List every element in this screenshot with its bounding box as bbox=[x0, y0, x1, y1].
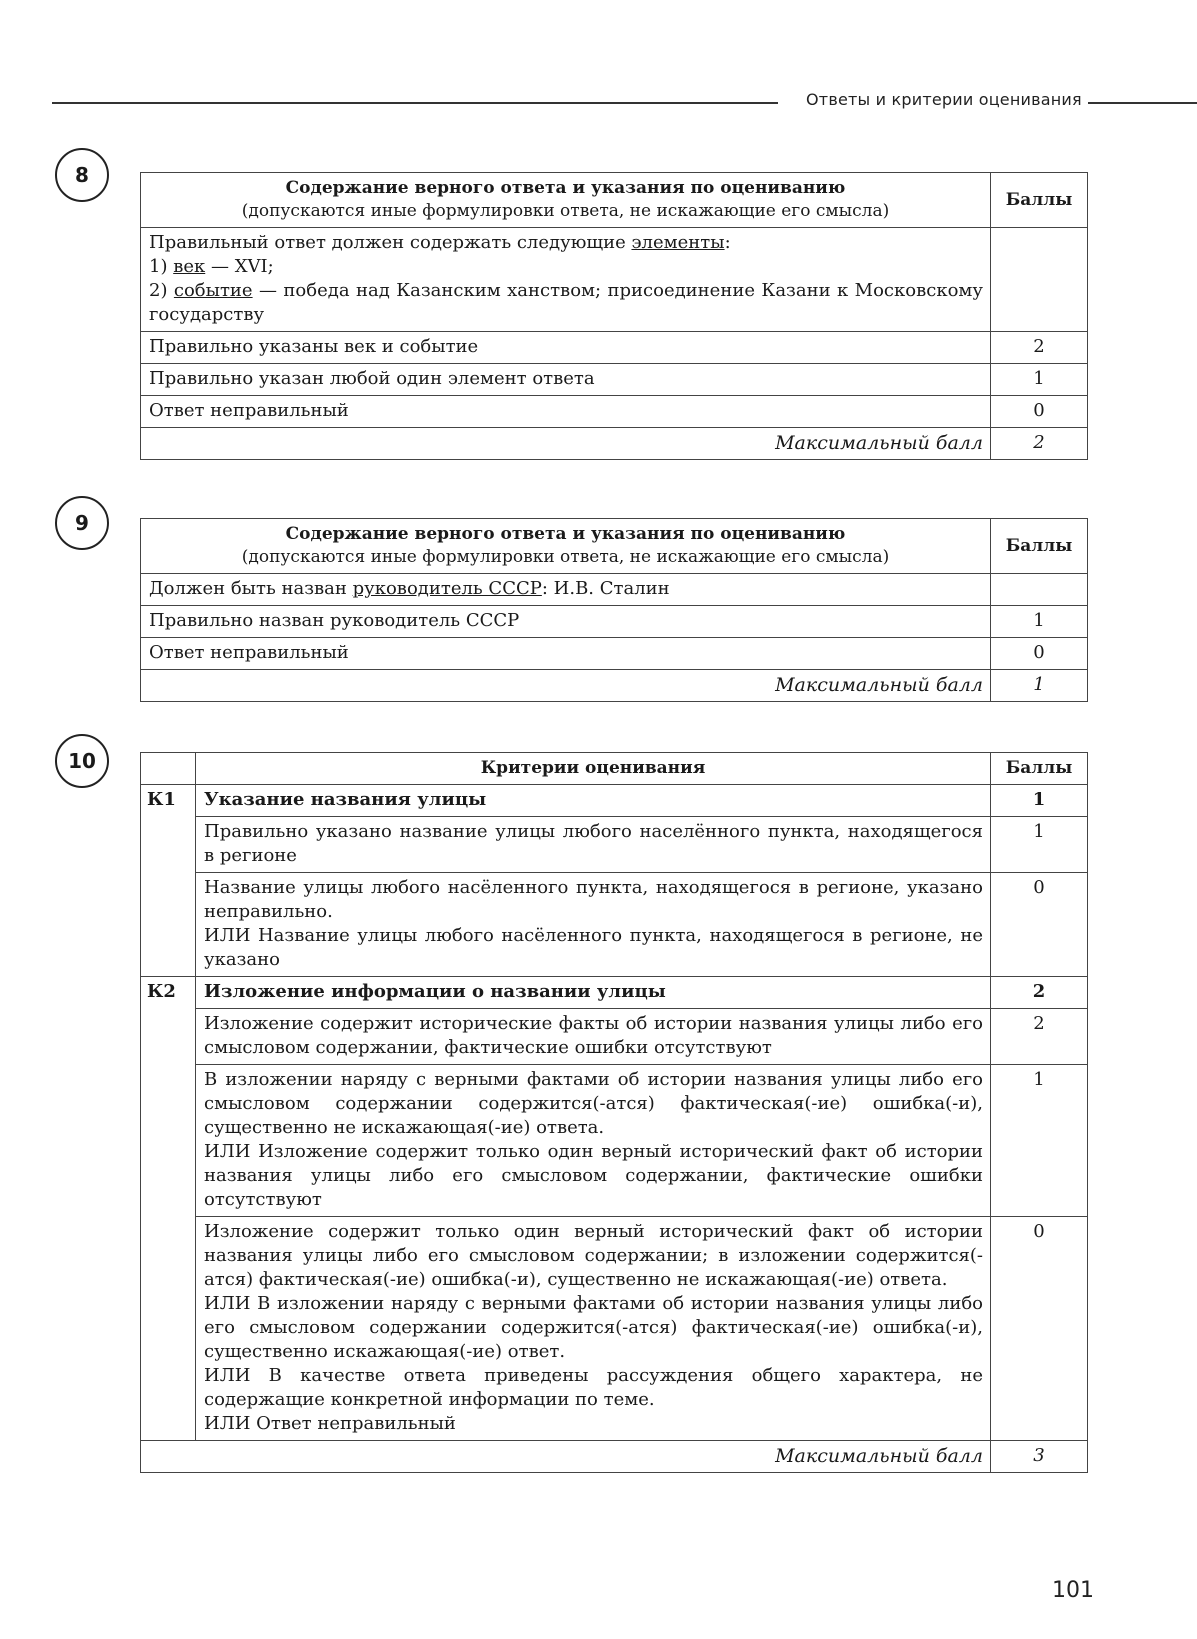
criterion-score: 1 bbox=[991, 364, 1088, 396]
q8-answer-row bbox=[141, 228, 1088, 332]
table-row bbox=[141, 396, 1088, 428]
header-rule-left bbox=[52, 102, 778, 104]
max-score-label: Максимальный балл bbox=[141, 670, 991, 702]
q8-answer-intro: Правильный ответ должен содержать следующие bbox=[149, 232, 632, 253]
criterion-score: 0 bbox=[991, 396, 1088, 428]
k1-code: К1 bbox=[141, 785, 196, 977]
criterion-score: 2 bbox=[991, 1009, 1088, 1065]
q8-answer-cell bbox=[141, 228, 991, 332]
table-row bbox=[141, 1217, 1088, 1441]
max-score-label: Максимальный балл bbox=[141, 428, 991, 460]
k1-title: Указание названия улицы bbox=[196, 785, 991, 817]
criterion-text bbox=[196, 1065, 991, 1217]
question-number-10: 10 bbox=[55, 734, 109, 788]
q8-content-header bbox=[141, 173, 991, 228]
criterion-score: 2 bbox=[991, 332, 1088, 364]
q8-answer-elements: элементы bbox=[631, 232, 725, 253]
q10-max-row bbox=[141, 1441, 1088, 1473]
table-row bbox=[141, 606, 1088, 638]
criterion-score: 0 bbox=[991, 1217, 1088, 1441]
criterion-line: В изложении наряду с верными фактами об истории названия улицы либо его смысловом содержании содержится(-атся) фактическая(-ие) ошибка(-и), существенно не искажающая(-ие) ответа. bbox=[204, 1069, 983, 1138]
criterion-text: Ответ неправильный bbox=[141, 638, 991, 670]
q9-answer-score bbox=[991, 574, 1088, 606]
k2-max-score: 2 bbox=[991, 977, 1088, 1009]
table-row bbox=[141, 638, 1088, 670]
criterion-score: 1 bbox=[991, 1065, 1088, 1217]
q9-content-header bbox=[141, 519, 991, 574]
header-rule-right bbox=[1088, 102, 1197, 104]
criterion-line: Название улицы любого насёленного пункта, находящегося в регионе, указано неправильно. bbox=[204, 877, 983, 922]
criterion-score: 1 bbox=[991, 606, 1088, 638]
q9-table bbox=[140, 518, 1088, 702]
max-score-value: 2 bbox=[991, 428, 1088, 460]
criterion-text: Правильно указан любой один элемент ответа bbox=[141, 364, 991, 396]
q10-table bbox=[140, 752, 1088, 1473]
criterion-score: 0 bbox=[991, 638, 1088, 670]
q8-answer-score bbox=[991, 228, 1088, 332]
q9-answer-value: : И.В. Сталин bbox=[541, 578, 670, 599]
criterion-line: ИЛИ В качестве ответа приведены рассуждения общего характера, не содержащие конкретной информации по теме. bbox=[204, 1365, 983, 1410]
criterion-text bbox=[196, 1217, 991, 1441]
criterion-score: 1 bbox=[991, 817, 1088, 873]
q8-item1-text: — XVI; bbox=[205, 256, 274, 277]
criterion-text: Ответ неправильный bbox=[141, 396, 991, 428]
question-number-9: 9 bbox=[55, 496, 109, 550]
k1-max-score: 1 bbox=[991, 785, 1088, 817]
q10-score-header: Баллы bbox=[991, 753, 1088, 785]
q9-answer-key: руководитель СССР bbox=[352, 578, 542, 599]
q10-criteria-header: Критерии оценивания bbox=[196, 753, 991, 785]
content-header-line2: (допускаются иные формулировки ответа, не искажающие его смысла) bbox=[241, 547, 890, 567]
criterion-line: ИЛИ В изложении наряду с верными фактами об истории названия улицы либо его смысловом содержании содержится(-атся) фактическая(-ие) ошибка(-и), существенно искажающая(-ие) ответ. bbox=[204, 1293, 983, 1362]
q10-header-row bbox=[141, 753, 1088, 785]
q9-max-row bbox=[141, 670, 1088, 702]
q9-answer-intro: Должен быть назван bbox=[149, 578, 353, 599]
q9-score-header: Баллы bbox=[991, 519, 1088, 574]
q9-header-row bbox=[141, 519, 1088, 574]
q10-code-header bbox=[141, 753, 196, 785]
q8-header-row bbox=[141, 173, 1088, 228]
q8-item2-key: событие bbox=[173, 280, 253, 301]
q8-max-row bbox=[141, 428, 1088, 460]
criterion-line: ИЛИ Ответ неправильный bbox=[204, 1413, 456, 1434]
content-header-line1: Содержание верного ответа и указания по оцениванию bbox=[285, 178, 846, 198]
content-header-line1: Содержание верного ответа и указания по оцениванию bbox=[285, 524, 846, 544]
max-score-value: 1 bbox=[991, 670, 1088, 702]
table-row bbox=[141, 873, 1088, 977]
q8-item1-key: век bbox=[173, 256, 206, 277]
k2-title: Изложение информации о названии улицы bbox=[196, 977, 991, 1009]
table-row bbox=[141, 1009, 1088, 1065]
q8-answer-colon: : bbox=[724, 232, 731, 253]
criterion-line: Изложение содержит только один верный исторический факт об истории названия улицы либо его смысловом содержании; в изложении содержится(-атся) фактическая(-ие) ошибка(-и), существенно не искажающая(-ие) ответа. bbox=[204, 1221, 983, 1290]
criterion-text bbox=[196, 873, 991, 977]
k1-title-row bbox=[141, 785, 1088, 817]
max-score-label: Максимальный балл bbox=[141, 1441, 991, 1473]
q9-answer-cell bbox=[141, 574, 991, 606]
criterion-text: Правильно указано название улицы любого населённого пункта, находящегося в регионе bbox=[196, 817, 991, 873]
content-header-line2: (допускаются иные формулировки ответа, не искажающие его смысла) bbox=[241, 201, 890, 221]
table-row bbox=[141, 364, 1088, 396]
max-score-value: 3 bbox=[991, 1441, 1088, 1473]
table-row bbox=[141, 332, 1088, 364]
k2-code: К2 bbox=[141, 977, 196, 1441]
q8-table bbox=[140, 172, 1088, 460]
criterion-line: ИЛИ Изложение содержит только один верный исторический факт об истории названия улицы либо его смысловом содержании, фактические ошибки отсутствуют bbox=[204, 1141, 983, 1210]
table-row bbox=[141, 817, 1088, 873]
question-number-8: 8 bbox=[55, 148, 109, 202]
q8-item2-text: — победа над Казанским ханством; присоединение Казани к Московскому государству bbox=[149, 280, 983, 325]
criterion-text: Изложение содержит исторические факты об истории названия улицы либо его смысловом содержании, фактические ошибки отсутствуют bbox=[196, 1009, 991, 1065]
q9-answer-row bbox=[141, 574, 1088, 606]
criterion-text: Правильно назван руководитель СССР bbox=[141, 606, 991, 638]
criterion-score: 0 bbox=[991, 873, 1088, 977]
criterion-text: Правильно указаны век и событие bbox=[141, 332, 991, 364]
running-header-title: Ответы и критерии оценивания bbox=[806, 90, 1082, 109]
q8-item2-num: 2) bbox=[149, 280, 174, 301]
page-number: 101 bbox=[1052, 1578, 1094, 1603]
q8-item1-num: 1) bbox=[149, 256, 174, 277]
table-row bbox=[141, 1065, 1088, 1217]
q8-score-header: Баллы bbox=[991, 173, 1088, 228]
k2-title-row bbox=[141, 977, 1088, 1009]
criterion-line: ИЛИ Название улицы любого насёленного пункта, находящегося в регионе, не указано bbox=[204, 925, 983, 970]
